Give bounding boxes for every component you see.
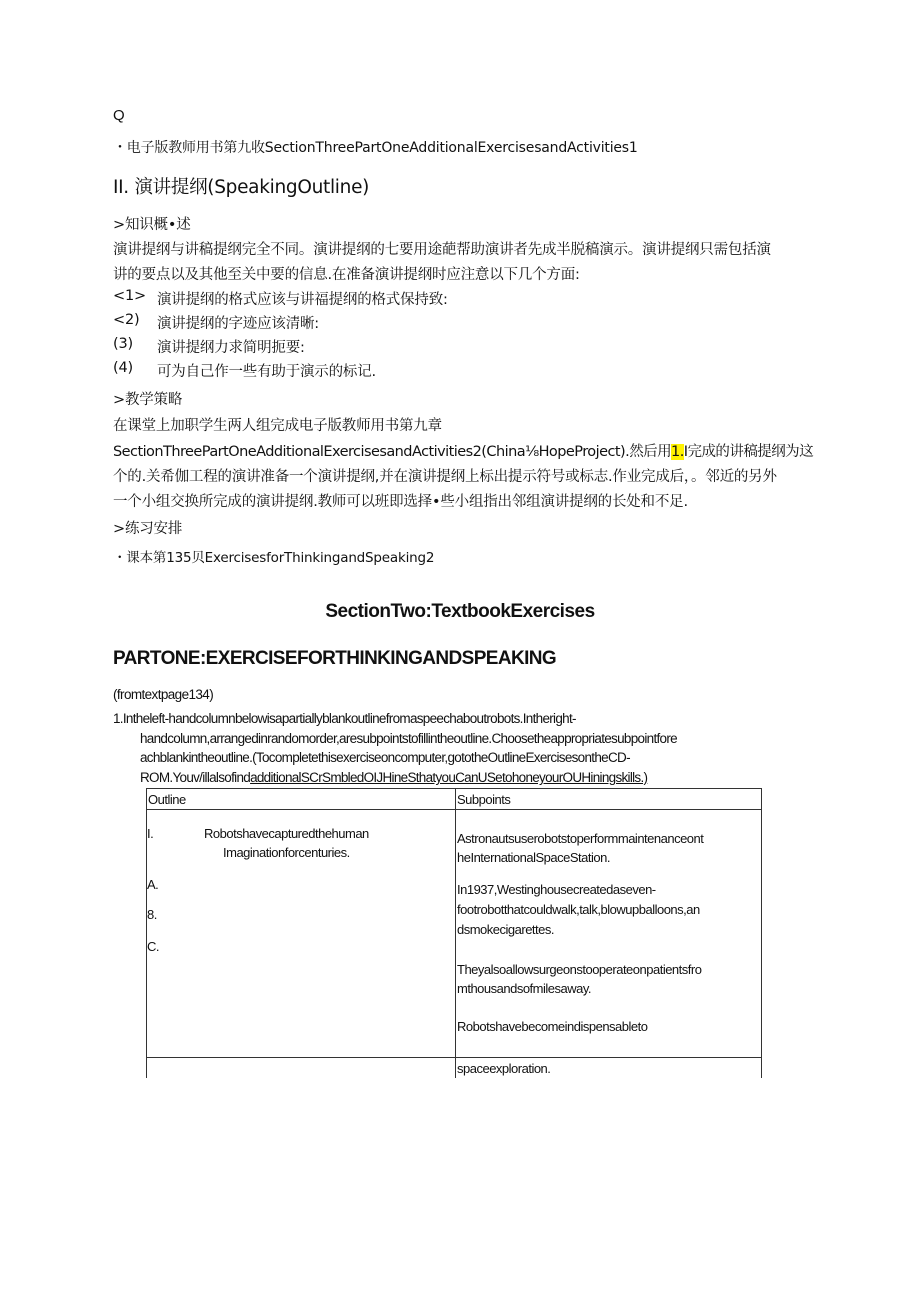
exercise-instruction-line: achblankintheoutline.(Tocompletethisexerciseoncomputer,gototheOutlineExercisesontheCD- <box>140 750 630 765</box>
strategy-label: >教学策略 <box>113 392 183 408</box>
list-item-text: 演讲提纲力求简明扼要: <box>157 340 305 356</box>
list-item-text: 可为自己作一些有助于演示的标记. <box>157 364 376 380</box>
source-line: ・电子版教师用书第九收SectionThreePartOneAdditionalExercisesandActivities1 <box>113 140 638 156</box>
exercise-instruction-line: 1.Intheleft-handcolumnbelowisapartiallyblankoutlinefromaspeechaboutrobots.Intheright- <box>113 711 576 726</box>
outline-heading: II. 演讲提纲(SpeakingOutline) <box>113 177 370 198</box>
subpoint-line: mthousandsofmilesaway. <box>457 981 591 996</box>
highlighted-text: 1. <box>671 444 684 460</box>
outline-label-c: C. <box>147 939 159 954</box>
header-subpoints: Subpoints <box>456 789 762 810</box>
header-outline: Outline <box>147 789 456 810</box>
strategy-line: 在课堂上加职学生两人组完成电子版教师用书第九章 <box>113 418 442 434</box>
strategy-line: 一个小组交换所完成的演讲提纲.教师可以班即选择•些小组指出邻组演讲提纲的长处和不足. <box>113 494 688 510</box>
knowledge-para-line: 演讲提纲与讲稿提纲完全不同。演讲提纲的七要用途葩帮助演讲者先成半脱稿演示。演讲提纲只需包括演 <box>113 242 771 258</box>
section-title: SectionTwo:TextbookExercises <box>325 601 595 622</box>
list-item-number: (3) <box>113 336 133 352</box>
strategy-line <box>113 440 813 461</box>
outline-cell <box>147 810 456 1058</box>
knowledge-para-line: 讲的要点以及其他至关中要的信息.在准备演讲提纲时应注意以下几个方面: <box>113 267 580 283</box>
underlined-text: additionalSCrSmbledOIJHineSthatyouCanUSetohoneyourOUHiningskills.) <box>250 770 648 785</box>
subpoint-line: Theyalsoallowsurgeonstooperateonpatientsfro <box>457 962 702 977</box>
subpoint-line: spaceexploration. <box>457 1061 551 1076</box>
outline-table <box>146 788 762 1078</box>
subpoint-line: In1937,Westinghousecreatedaseven- <box>457 882 656 897</box>
subpoint-line: Astronautsuserobotstoperformmaintenanceont <box>457 831 704 846</box>
subpoint-line: Robotshavebecomeindispensableto <box>457 1019 648 1034</box>
strategy-line-text: I完成的讲稿提纲为这 <box>683 444 814 460</box>
part-title: PARTONE:EXERCISEFORTHINKINGANDSPEAKING <box>113 648 557 669</box>
list-item-text: 演讲提纲的字迹应该清晰: <box>157 316 319 332</box>
outline-point-i: Robotshavecapturedthehuman <box>204 826 369 841</box>
knowledge-label: >知识概•述 <box>113 217 191 233</box>
list-item-number: <1> <box>113 288 146 304</box>
practice-line: ・课本第135贝ExercisesforThinkingandSpeaking2 <box>113 550 435 566</box>
list-item-number: <2) <box>113 312 140 328</box>
top-mark: Q <box>113 107 125 124</box>
practice-label: >练习安排 <box>113 521 183 537</box>
list-item-text: 演讲提纲的格式应该与讲福提纲的格式保持致: <box>157 292 448 308</box>
outline-label-i: I. <box>147 826 154 841</box>
subpoint-line: footrobotthatcouldwalk,talk,blowupballoons,an <box>457 902 700 917</box>
exercise-instruction-line <box>140 770 647 785</box>
outline-cell-empty <box>147 1058 456 1079</box>
source-page-note: (fromtextpage134) <box>113 687 214 702</box>
subpoint-line: heInternationalSpaceStation. <box>457 850 610 865</box>
strategy-line: 个的.关希伽工程的演讲准备一个演讲提纲,并在演讲提纲上标出提示符号或标志.作业完成后，。邻近的另外 <box>113 469 777 485</box>
outline-label-b: 8. <box>147 907 157 922</box>
outline-label-a: A. <box>147 877 159 892</box>
exercise-instruction-line: handcolumn,arrangedinrandomorder,aresubpointstofillintheoutline.Choosetheappropriatesubpointfore <box>140 731 677 746</box>
subpoint-line: dsmokecigarettes. <box>457 922 554 937</box>
subpoints-cell <box>456 810 762 1058</box>
subpoints-cell-continued <box>456 1058 762 1079</box>
exercise-text: ROM.Youv/illalsofind <box>140 770 251 785</box>
list-item-number: (4) <box>113 360 133 376</box>
outline-point-i: Imaginationforcenturies. <box>223 845 350 860</box>
strategy-line-text: SectionThreePartOneAdditionalExercisesandActivities2(China⅛HopeProject).然后用 <box>113 444 672 460</box>
